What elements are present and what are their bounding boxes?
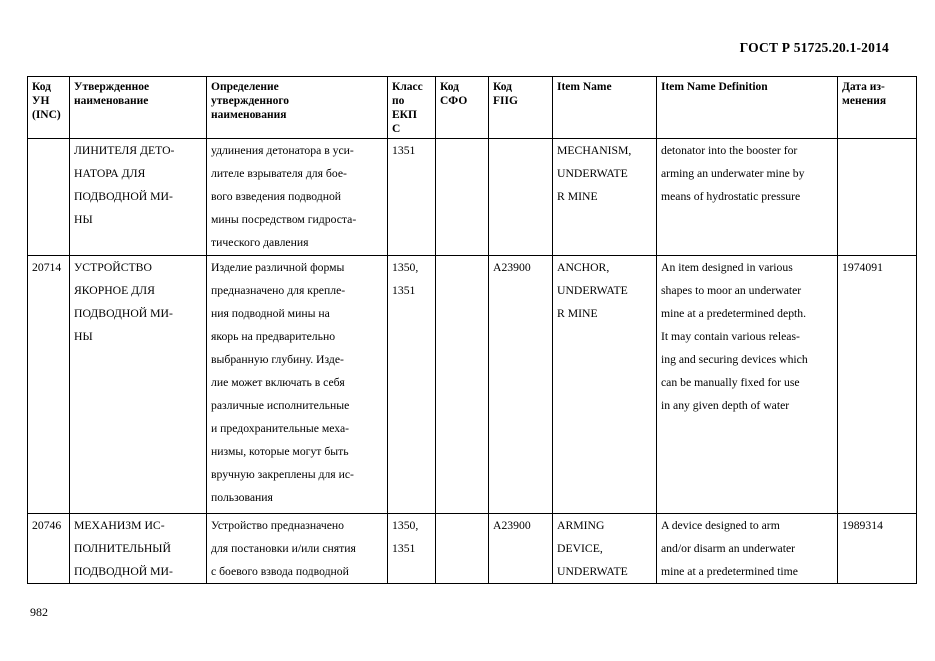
cell-line: 1351 [392,284,416,297]
class-cell [388,139,436,256]
cell-line: лителе взрывателя для бое- [211,167,347,180]
col-sfo-header [436,77,489,139]
cell-line: ЯКОРНОЕ ДЛЯ [74,284,155,297]
cell-line: UNDERWATE [557,284,628,297]
col-item-def-header [657,77,838,139]
cell-line: вручную закреплены для ис- [211,468,354,481]
cell-line: ПОЛНИТЕЛЬНЫЙ [74,542,171,555]
class-cell [388,514,436,584]
cell-line: и предохранительные меха- [211,422,350,435]
col-item-name-header [553,77,657,139]
cell-line: ПОДВОДНОЙ МИ- [74,307,173,320]
table-body [28,139,917,584]
header-line: Код [440,81,460,93]
date-cell: 1974091 [838,256,917,514]
cell-line: DEVICE, [557,542,603,555]
inc-cell: 20714 [28,256,70,514]
definition-cell [207,139,388,256]
cell-line: UNDERWATE [557,565,628,578]
cell-line: НЫ [74,330,93,343]
col-name-header [70,77,207,139]
cell-line: выбранную глубину. Изде- [211,353,344,366]
header-line: Код [32,81,52,93]
cell-line: 1350, [392,519,419,532]
document-header: ГОСТ Р 51725.20.1-2014 [739,40,889,55]
cell-line: ПОДВОДНОЙ МИ- [74,190,173,203]
header-line: по [392,95,405,107]
fiig-cell: A23900 [489,514,553,584]
cell-line: лие может включать в себя [211,376,345,389]
table-row [28,256,917,514]
col-fiig-header [489,77,553,139]
cell-line: MECHANISM, [557,144,632,157]
cell-line: R MINE [557,190,598,203]
col-definition-header [207,77,388,139]
cell-line: mine at a predetermined time [661,565,798,578]
sfo-cell [436,256,489,514]
cell-line: UNDERWATE [557,167,628,180]
header-line: С [392,123,401,135]
sfo-cell [436,514,489,584]
col-inc-header [28,77,70,139]
table-row [28,139,917,256]
header-line: Класс [392,81,423,93]
fiig-cell [489,139,553,256]
date-cell: 1989314 [838,514,917,584]
cell-line: низмы, которые могут быть [211,445,349,458]
definition-cell [207,514,388,584]
cell-line: A device designed to arm [661,519,780,532]
cell-line: мины посредством гидроста- [211,213,357,226]
cell-line: ing and securing devices which [661,353,808,366]
cell-line: R MINE [557,307,598,320]
table-row [28,514,917,584]
name-cell [70,514,207,584]
header-line: наименование [74,95,149,107]
header-line: Утвержденное [74,81,150,93]
item-name-cell [553,139,657,256]
header-line: СФО [440,95,468,107]
cell-line: Устройство предназначено [211,519,345,532]
header-line: менения [842,95,887,107]
header-line: (INC) [32,109,61,121]
cell-line: ANCHOR, [557,261,610,274]
header-line: наименования [211,109,287,121]
header-line: УН [32,95,50,107]
cell-line: in any given depth of water [661,399,790,412]
cell-line: and/or disarm an underwater [661,542,796,555]
col-date-header [838,77,917,139]
header-line: Item Name [557,81,612,93]
item-def-cell [657,139,838,256]
fiig-cell: A23900 [489,256,553,514]
cell-line: mine at a predetermined depth. [661,307,807,320]
cell-line: can be manually fixed for use [661,376,800,389]
item-def-cell [657,256,838,514]
cell-line: НАТОРА ДЛЯ [74,167,146,180]
cell-line: An item designed in various [661,261,793,274]
header-line: утвержденного [211,95,290,107]
cell-line: тического давления [211,236,309,249]
item-def-cell [657,514,838,584]
cell-line: ния подводной мины на [211,307,330,320]
header-line: Item Name Definition [661,81,768,93]
header-line: FIIG [493,95,518,107]
item-name-cell [553,514,657,584]
cell-line: Изделие различной формы [211,261,345,274]
inc-cell: 20746 [28,514,70,584]
inc-cell [28,139,70,256]
item-name-cell [553,256,657,514]
col-class-header [388,77,436,139]
definition-cell [207,256,388,514]
cell-line: It may contain various releas- [661,330,800,343]
cell-line: shapes to moor an underwater [661,284,802,297]
cell-line: МЕХАНИЗМ ИС- [74,519,165,532]
cell-line: для постановки и/или снятия [211,542,356,555]
cell-line: means of hydrostatic pressure [661,190,801,203]
cell-line: УСТРОЙСТВО [74,261,152,274]
header-line: Код [493,81,513,93]
cell-line: 1351 [392,144,416,157]
cell-line: различные исполнительные [211,399,350,412]
header-line: Дата из- [842,81,885,93]
cell-line: пользования [211,491,273,504]
cell-line: предназначено для крепле- [211,284,346,297]
name-cell [70,256,207,514]
page-number: 982 [30,605,48,619]
cell-line: ЛИНИТЕЛЯ ДЕТО- [74,144,175,157]
nomenclature-table [27,76,917,584]
cell-line: arming an underwater mine by [661,167,805,180]
cell-line: ARMING [557,519,605,532]
cell-line: вого взведения подводной [211,190,342,203]
sfo-cell [436,139,489,256]
cell-line: 1350, [392,261,419,274]
table-header-row [28,77,917,139]
cell-line: 1351 [392,542,416,555]
header-line: ЕКП [392,109,417,121]
cell-line: удлинения детонатора в уси- [211,144,354,157]
class-cell [388,256,436,514]
header-line: Определение [211,81,279,93]
cell-line: НЫ [74,213,93,226]
date-cell [838,139,917,256]
cell-line: с боевого взвода подводной [211,565,349,578]
cell-line: ПОДВОДНОЙ МИ- [74,565,173,578]
name-cell [70,139,207,256]
cell-line: якорь на предварительно [211,330,336,343]
cell-line: detonator into the booster for [661,144,798,157]
